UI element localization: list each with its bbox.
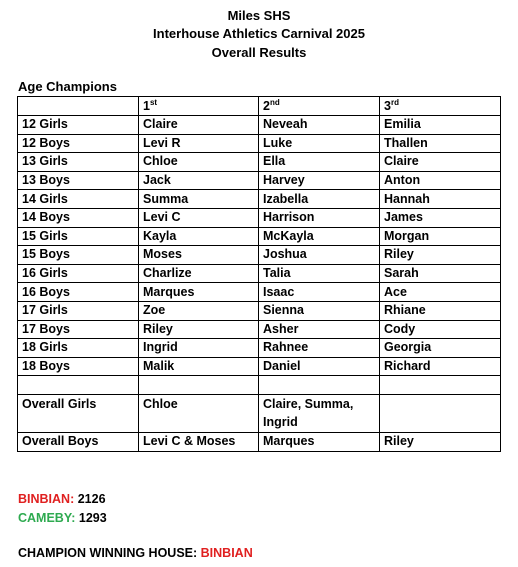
second-place-cell: Ella [259, 153, 380, 172]
blank-cell [18, 376, 139, 395]
first-place-cell: Riley [139, 320, 259, 339]
first-place-cell: Ingrid [139, 339, 259, 358]
champion-label: CHAMPION WINNING HOUSE: [18, 546, 198, 560]
second-place-cell: Marques [259, 432, 380, 451]
third-place-cell: Thallen [380, 134, 501, 153]
first-place-cell: Moses [139, 246, 259, 265]
overall-girls-row [18, 394, 501, 432]
house-points-value: 2126 [77, 492, 106, 506]
second-place-cell: McKayla [259, 227, 380, 246]
second-place-cell: Daniel [259, 357, 380, 376]
first-place-cell: Chloe [139, 394, 259, 432]
house-points-binbian [18, 492, 106, 506]
third-place-cell: Emilia [380, 116, 501, 135]
first-place-cell: Claire [139, 116, 259, 135]
third-place-cell: Riley [380, 432, 501, 451]
blank-cell [380, 376, 501, 395]
table-row [18, 153, 501, 172]
blank-cell [139, 376, 259, 395]
first-place-cell: Charlize [139, 264, 259, 283]
third-place-cell: Hannah [380, 190, 501, 209]
third-place-cell [380, 394, 501, 432]
event-title: Interhouse Athletics Carnival 2025 [153, 26, 365, 41]
table-row [18, 116, 501, 135]
header-category-cell [18, 97, 139, 116]
category-cell: 13 Girls [18, 153, 139, 172]
first-place-cell: Malik [139, 357, 259, 376]
third-place-cell: Rhiane [380, 301, 501, 320]
second-place-cell: Harvey [259, 171, 380, 190]
header-third-place: 3rd [380, 97, 501, 116]
first-place-cell: Chloe [139, 153, 259, 172]
house-points-cameby [18, 511, 107, 525]
table-row [18, 320, 501, 339]
second-place-cell: Neveah [259, 116, 380, 135]
table-row [18, 190, 501, 209]
table-header-row [18, 97, 501, 116]
category-cell: 16 Girls [18, 264, 139, 283]
category-cell: 15 Girls [18, 227, 139, 246]
first-place-cell: Zoe [139, 301, 259, 320]
category-cell: Overall Girls [18, 394, 139, 432]
third-place-cell: Cody [380, 320, 501, 339]
table-row [18, 171, 501, 190]
first-place-cell: Levi C [139, 208, 259, 227]
category-cell: 13 Boys [18, 171, 139, 190]
blank-cell [259, 376, 380, 395]
second-place-cell: Harrison [259, 208, 380, 227]
table-row [18, 301, 501, 320]
table-row [18, 339, 501, 358]
category-cell: 14 Girls [18, 190, 139, 209]
second-place-cell: Talia [259, 264, 380, 283]
second-place-cell [259, 394, 380, 432]
second-place-line: Claire, Summa, [263, 396, 354, 411]
category-cell: Overall Boys [18, 432, 139, 451]
category-cell: 14 Boys [18, 208, 139, 227]
category-cell: 17 Girls [18, 301, 139, 320]
first-place-cell: Kayla [139, 227, 259, 246]
second-place-line: Ingrid [263, 415, 298, 430]
house-points-value: 1293 [78, 511, 107, 525]
table-row [18, 283, 501, 302]
champion-house-line [18, 546, 253, 560]
table-row [18, 246, 501, 265]
category-cell: 12 Girls [18, 116, 139, 135]
category-cell: 16 Boys [18, 283, 139, 302]
overall-boys-row [18, 432, 501, 451]
house-name: BINBIAN: [18, 492, 75, 506]
second-place-cell: Asher [259, 320, 380, 339]
third-place-cell: Morgan [380, 227, 501, 246]
first-place-cell: Marques [139, 283, 259, 302]
third-place-cell: Richard [380, 357, 501, 376]
second-place-cell: Sienna [259, 301, 380, 320]
second-place-cell: Rahnee [259, 339, 380, 358]
category-cell: 17 Boys [18, 320, 139, 339]
third-place-cell: Georgia [380, 339, 501, 358]
header-second-place: 2nd [259, 97, 380, 116]
third-place-cell: Claire [380, 153, 501, 172]
house-name: CAMEBY: [18, 511, 76, 525]
results-table-body [18, 97, 501, 452]
third-place-cell: Anton [380, 171, 501, 190]
third-place-cell: Sarah [380, 264, 501, 283]
table-row [18, 227, 501, 246]
table-row [18, 264, 501, 283]
second-place-cell: Joshua [259, 246, 380, 265]
category-cell: 15 Boys [18, 246, 139, 265]
category-cell: 18 Girls [18, 339, 139, 358]
category-cell: 18 Boys [18, 357, 139, 376]
section-title-age-champions: Age Champions [18, 79, 117, 94]
first-place-cell: Summa [139, 190, 259, 209]
first-place-cell: Jack [139, 171, 259, 190]
blank-row [18, 376, 501, 395]
third-place-cell: Ace [380, 283, 501, 302]
champion-house-name: BINBIAN [200, 546, 253, 560]
second-place-cell: Izabella [259, 190, 380, 209]
header-first-place: 1st [139, 97, 259, 116]
school-name: Miles SHS [227, 8, 291, 23]
table-row [18, 357, 501, 376]
first-place-cell: Levi R [139, 134, 259, 153]
second-place-cell: Isaac [259, 283, 380, 302]
first-place-cell: Levi C & Moses [139, 432, 259, 451]
results-subtitle: Overall Results [211, 45, 307, 60]
third-place-cell: James [380, 208, 501, 227]
second-place-cell: Luke [259, 134, 380, 153]
age-champions-table [17, 96, 501, 452]
table-row [18, 134, 501, 153]
third-place-cell: Riley [380, 246, 501, 265]
category-cell: 12 Boys [18, 134, 139, 153]
table-row [18, 208, 501, 227]
